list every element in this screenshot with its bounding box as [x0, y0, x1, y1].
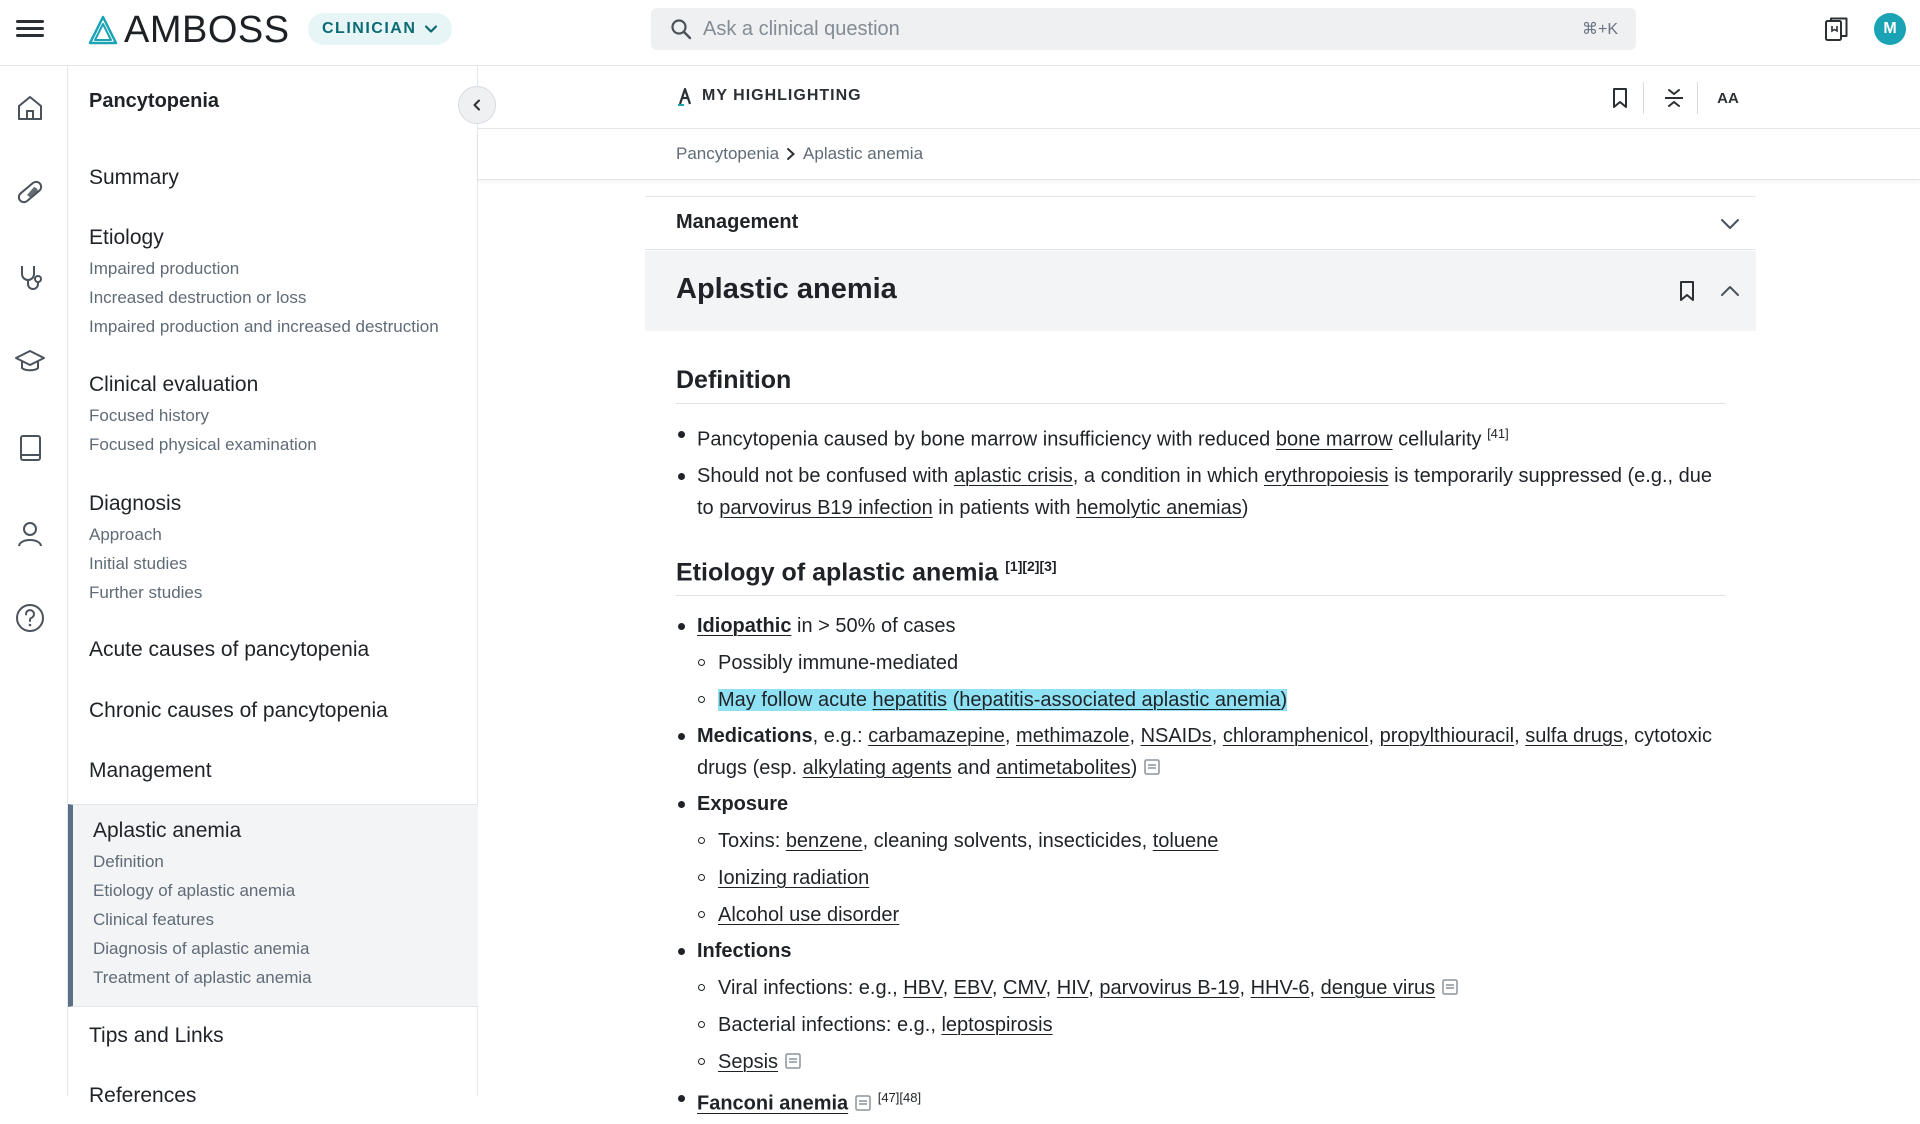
link-methimazole[interactable]: methimazole [1016, 724, 1130, 747]
definition-list [676, 418, 1726, 524]
stethoscope-icon[interactable] [14, 262, 46, 294]
sub-list-item [697, 825, 1726, 857]
toc-etiology-sub[interactable]: Impaired production and increased destruction [89, 317, 439, 336]
toc-summary[interactable]: Summary [89, 166, 179, 189]
link-propylthiouracil[interactable]: propylthiouracil [1379, 724, 1515, 747]
link-fanconi-anemia[interactable]: Fanconi anemia [697, 1092, 849, 1115]
reference[interactable]: [41] [1487, 426, 1509, 441]
user-highlight[interactable] [718, 689, 1287, 711]
pill-icon[interactable] [14, 176, 46, 208]
font-size-label: AA [1717, 89, 1739, 107]
font-size-button[interactable] [1714, 84, 1742, 112]
toc-title[interactable]: Pancytopenia [89, 90, 220, 112]
text: , a condition in which [1072, 464, 1265, 487]
search-bar[interactable] [651, 8, 1636, 50]
text: , e.g.: [812, 724, 869, 747]
collapse-all-button[interactable] [1660, 84, 1688, 112]
text: , cytotoxic drugs (esp. [697, 724, 1712, 779]
text: cellularity [1392, 428, 1488, 451]
amboss-logo[interactable] [88, 10, 290, 50]
chevron-down-icon[interactable] [1718, 212, 1742, 236]
toc-acute-causes[interactable]: Acute causes of pancytopenia [89, 638, 370, 661]
text: ) [1130, 756, 1138, 779]
library-icon[interactable] [1822, 14, 1852, 44]
list-item [676, 788, 1726, 931]
toc-aplastic-sub[interactable]: Treatment of aplastic anemia [93, 968, 312, 987]
avatar[interactable] [1874, 13, 1906, 45]
reference[interactable]: [1][2][3] [1005, 557, 1057, 574]
collapse-all-icon [1663, 87, 1685, 109]
link-hepatitis-associated-aplastic-anemia[interactable]: hepatitis-associated aplastic anemia [959, 688, 1281, 711]
toc-active-section [68, 804, 478, 1007]
link-antimetabolites[interactable]: antimetabolites [996, 756, 1131, 779]
toc-aplastic-sub[interactable]: Diagnosis of aplastic anemia [93, 939, 310, 958]
graduation-cap-icon[interactable] [14, 346, 46, 378]
toc-diagnosis-sub[interactable]: Approach [89, 525, 162, 544]
toc-etiology[interactable]: Etiology [89, 226, 164, 249]
amboss-logo-icon [88, 15, 118, 45]
toc-clinical-sub[interactable]: Focused physical examination [89, 435, 317, 454]
toc-aplastic-sub[interactable]: Definition [93, 852, 164, 871]
bookmark-icon[interactable] [1675, 279, 1699, 303]
brand-name: AMBOSS [124, 8, 290, 51]
role-selector[interactable] [308, 13, 452, 45]
text: May follow acute [718, 688, 873, 711]
text: ( [947, 688, 960, 711]
sub-list-item [697, 899, 1726, 931]
menu-icon[interactable] [14, 16, 46, 44]
toc-management[interactable]: Management [89, 759, 212, 782]
definition-heading: Definition [676, 366, 1726, 404]
link-hiv[interactable]: HIV [1056, 976, 1089, 999]
text: ) [1241, 496, 1249, 519]
bookmark-button[interactable] [1606, 84, 1634, 112]
sub-list-item [697, 1046, 1726, 1078]
section-header[interactable] [645, 251, 1756, 331]
link-alcohol-use-disorder[interactable]: Alcohol use disorder [718, 903, 900, 926]
toc-aplastic-sub[interactable]: Clinical features [93, 910, 214, 929]
list-item: Medications, e.g.: carbamazepine, methimazole, NSAIDs, chloramphenicol, propylthiouracil, sulfa drugs, cytotoxic drugs (esp. alkylating agents and antimetabolites) [676, 720, 1726, 784]
toc-clinical-sub[interactable]: Focused history [89, 406, 209, 425]
infections-label: Infections [697, 939, 792, 962]
article-content [676, 366, 1726, 1124]
text: Bacterial infections: e.g., [718, 1013, 942, 1036]
etiology-list [676, 610, 1726, 1120]
left-rail [0, 66, 68, 1096]
toolbar-divider [1697, 82, 1698, 114]
text: Should not be confused with [697, 464, 954, 487]
toc-diagnosis[interactable]: Diagnosis [89, 492, 182, 515]
breadcrumb-parent[interactable]: Pancytopenia [676, 144, 780, 163]
toc-aplastic-anemia[interactable]: Aplastic anemia [93, 819, 242, 842]
text: Toxins: [718, 829, 786, 852]
link-toluene[interactable]: toluene [1152, 829, 1219, 852]
toolbar-divider [1643, 82, 1644, 114]
toc-etiology-sub[interactable]: Increased destruction or loss [89, 288, 307, 307]
breadcrumb [478, 130, 1920, 180]
link-aplastic-crisis[interactable]: aplastic crisis [953, 464, 1073, 487]
note-icon[interactable] [784, 1052, 802, 1070]
article-toolbar [478, 66, 1920, 129]
link-dengue-virus[interactable]: dengue virus [1320, 976, 1436, 999]
my-highlighting-button[interactable] [676, 86, 862, 106]
search-shortcut: ⌘+K [1581, 21, 1618, 38]
link-hhv6[interactable]: HHV-6 [1250, 976, 1310, 999]
link-sepsis[interactable]: Sepsis [718, 1050, 779, 1073]
text: ) [1280, 688, 1288, 711]
sub-list-item: Viral infections: e.g., HBV, EBV, CMV, HIV, parvovirus B-19, HHV-6, dengue virus [697, 972, 1726, 1004]
link-alkylating-agents[interactable]: alkylating agents [802, 756, 952, 779]
link-sulfa-drugs[interactable]: sulfa drugs [1525, 724, 1624, 747]
link-carbamazepine[interactable]: carbamazepine [868, 724, 1005, 747]
etiology-heading-text: Etiology of aplastic anemia [676, 557, 1006, 586]
link-ebv[interactable]: EBV [953, 976, 992, 999]
link-hemolytic-anemias[interactable]: hemolytic anemias [1076, 496, 1242, 519]
section-title: Aplastic anemia [676, 273, 897, 305]
table-of-contents [68, 66, 478, 1107]
toc-etiology-sub[interactable]: Impaired production [89, 259, 240, 278]
link-parvovirus-b19[interactable]: parvovirus B-19 [1099, 976, 1240, 999]
chevron-right-icon [785, 147, 797, 161]
note-icon[interactable] [1441, 978, 1459, 996]
management-section-row[interactable] [645, 196, 1756, 250]
list-item [676, 935, 1726, 1078]
link-benzene[interactable]: benzene [785, 829, 863, 852]
toc-references[interactable]: References [89, 1084, 197, 1107]
link-hepatitis[interactable]: hepatitis [872, 688, 948, 711]
link-bone-marrow[interactable]: bone marrow [1275, 428, 1393, 451]
link-ionizing-radiation[interactable]: Ionizing radiation [718, 866, 870, 889]
user-icon[interactable] [14, 518, 46, 550]
note-icon[interactable] [1143, 758, 1161, 776]
text: in > 50% of cases [791, 614, 956, 637]
my-highlighting-label: MY HIGHLIGHTING [702, 87, 862, 104]
sub-list-item [697, 1009, 1726, 1041]
link-parvovirus-infection[interactable]: parvovirus B19 infection [719, 496, 933, 519]
bookmark-icon [1611, 87, 1629, 109]
link-nsaids[interactable]: NSAIDs [1140, 724, 1212, 747]
list-item [676, 418, 1726, 456]
search-icon [669, 17, 693, 41]
etiology-heading [676, 558, 1726, 596]
text: in patients with [932, 496, 1077, 519]
toc-chronic-causes[interactable]: Chronic causes of pancytopenia [89, 699, 388, 722]
breadcrumb-current[interactable]: Aplastic anemia [803, 144, 924, 163]
list-item [676, 460, 1726, 524]
sub-list-item [697, 647, 1726, 679]
home-icon[interactable] [14, 92, 46, 124]
link-erythropoiesis[interactable]: erythropoiesis [1264, 464, 1389, 487]
sub-list-item [697, 862, 1726, 894]
list-item [676, 1082, 1726, 1120]
text: Possibly immune-mediated [718, 651, 959, 674]
link-cmv[interactable]: CMV [1003, 976, 1046, 999]
toc-clinical-evaluation[interactable]: Clinical evaluation [89, 373, 259, 396]
link-hbv[interactable]: HBV [903, 976, 943, 999]
search-input[interactable] [703, 18, 1582, 41]
link-leptospirosis[interactable]: leptospirosis [941, 1013, 1053, 1036]
role-label: CLINICIAN [322, 20, 417, 37]
sub-list-item [697, 684, 1726, 716]
toc-diagnosis-sub[interactable]: Initial studies [89, 554, 188, 573]
top-bar [0, 0, 1920, 66]
sub-list [697, 647, 1726, 716]
text: is temporarily suppressed (e.g., due to [697, 464, 1713, 519]
link-chloramphenicol[interactable]: chloramphenicol [1222, 724, 1369, 747]
chevron-down-icon [424, 22, 438, 36]
highlighter-icon [676, 86, 694, 106]
sub-list [697, 972, 1726, 1078]
chevron-up-icon[interactable] [1718, 279, 1742, 303]
help-icon[interactable] [14, 602, 46, 634]
book-icon[interactable] [14, 432, 46, 464]
avatar-initial: M [1883, 20, 1897, 37]
text: Pancytopenia caused by bone marrow insufficiency with reduced [697, 428, 1276, 451]
link-idiopathic[interactable]: Idiopathic [697, 614, 792, 637]
collapse-toc-button[interactable] [458, 86, 496, 124]
list-item [676, 610, 1726, 716]
medications-label: Medications [697, 724, 813, 747]
text: and [951, 756, 997, 779]
article-area [478, 66, 1920, 1115]
exposure-label: Exposure [697, 792, 789, 815]
toc-aplastic-sub[interactable]: Etiology of aplastic anemia [93, 881, 296, 900]
management-section-label: Management [676, 211, 799, 233]
toc-tips-links[interactable]: Tips and Links [89, 1024, 224, 1047]
toc-diagnosis-sub[interactable]: Further studies [89, 583, 203, 602]
text: , cleaning solvents, insecticides, [862, 829, 1153, 852]
reference[interactable]: [47][48] [877, 1089, 922, 1105]
sub-list [697, 825, 1726, 931]
text: Viral infections: e.g., [718, 976, 904, 999]
chevron-left-icon [470, 98, 484, 112]
note-icon[interactable] [854, 1094, 872, 1112]
